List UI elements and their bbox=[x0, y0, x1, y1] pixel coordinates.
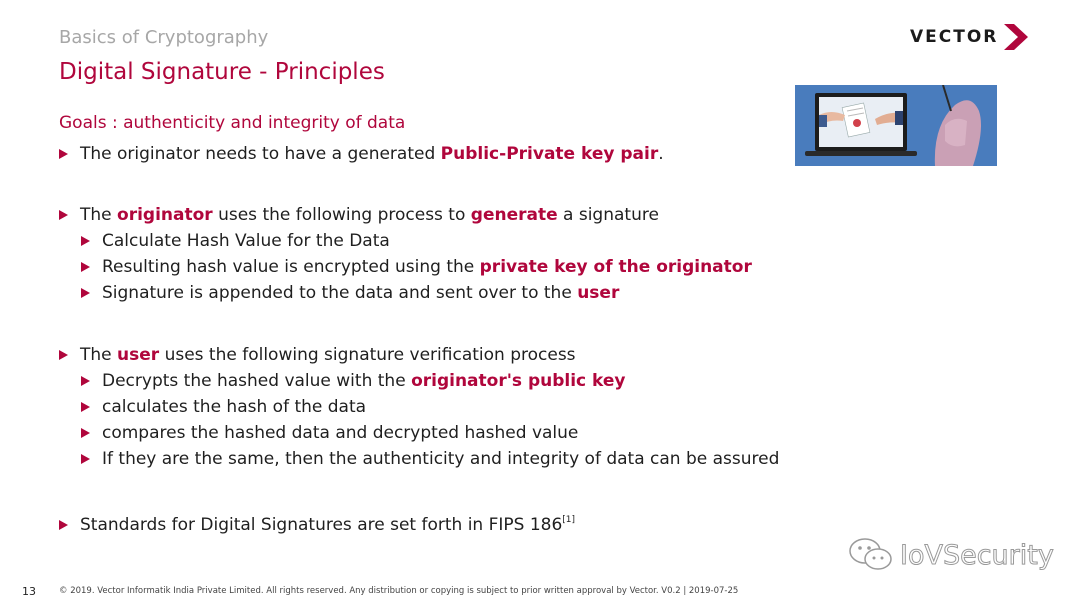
bullet-arrow-icon bbox=[81, 428, 90, 438]
sub-bullet-append-signature: Signature is appended to the data and sent over to the user bbox=[81, 283, 619, 303]
sub-bullet-encrypt-hash: Resulting hash value is encrypted using the private key of the originator bbox=[81, 257, 752, 277]
bullet-originator-process: The originator uses the following process to generate a signature bbox=[59, 205, 659, 225]
goals-line: Goals : authenticity and integrity of data bbox=[59, 113, 406, 133]
sub-bullet-decrypt: Decrypts the hashed value with the originator's public key bbox=[81, 371, 626, 391]
bullet-arrow-icon bbox=[59, 520, 68, 530]
bullet-arrow-icon bbox=[81, 262, 90, 272]
bullet-arrow-icon bbox=[81, 402, 90, 412]
sub-bullet-calc-data-hash: calculates the hash of the data bbox=[81, 397, 366, 417]
bullet-key-pair: The originator needs to have a generated Public-Private key pair. bbox=[59, 144, 664, 164]
signature-photo bbox=[795, 85, 997, 166]
watermark bbox=[848, 536, 1054, 574]
bullet-arrow-icon bbox=[81, 376, 90, 386]
sub-bullet-assured: If they are the same, then the authenticity and integrity of data can be assured bbox=[81, 449, 779, 469]
bullet-fips-standard: Standards for Digital Signatures are set forth in FIPS 186[1] bbox=[59, 510, 575, 535]
bullet-arrow-icon bbox=[81, 288, 90, 298]
footnote-ref: [1] bbox=[562, 515, 576, 525]
bullet-arrow-icon bbox=[81, 454, 90, 464]
bullet-arrow-icon bbox=[59, 350, 68, 360]
sub-bullet-compare: compares the hashed data and decrypted hashed value bbox=[81, 423, 578, 443]
wechat-icon bbox=[848, 536, 894, 574]
section-kicker: Basics of Cryptography bbox=[59, 27, 269, 48]
logo-text: VECTOR bbox=[910, 27, 999, 47]
watermark-text: IoVSecurity bbox=[900, 539, 1054, 571]
copyright-notice: © 2019. Vector Informatik India Private Limited. All rights reserved. Any distribution or copying is subject to prior written approval by Vector. V0.2 | 2019-07-25 bbox=[59, 586, 739, 596]
vector-chevron-icon bbox=[1004, 24, 1028, 50]
page-number: 13 bbox=[22, 585, 36, 598]
slide-title: Digital Signature - Principles bbox=[59, 59, 385, 85]
bullet-arrow-icon bbox=[59, 149, 68, 159]
sub-bullet-calc-hash: Calculate Hash Value for the Data bbox=[81, 231, 390, 251]
vector-logo bbox=[910, 24, 1028, 50]
bullet-arrow-icon bbox=[81, 236, 90, 246]
bullet-arrow-icon bbox=[59, 210, 68, 220]
bullet-user-verification: The user uses the following signature verification process bbox=[59, 345, 576, 365]
